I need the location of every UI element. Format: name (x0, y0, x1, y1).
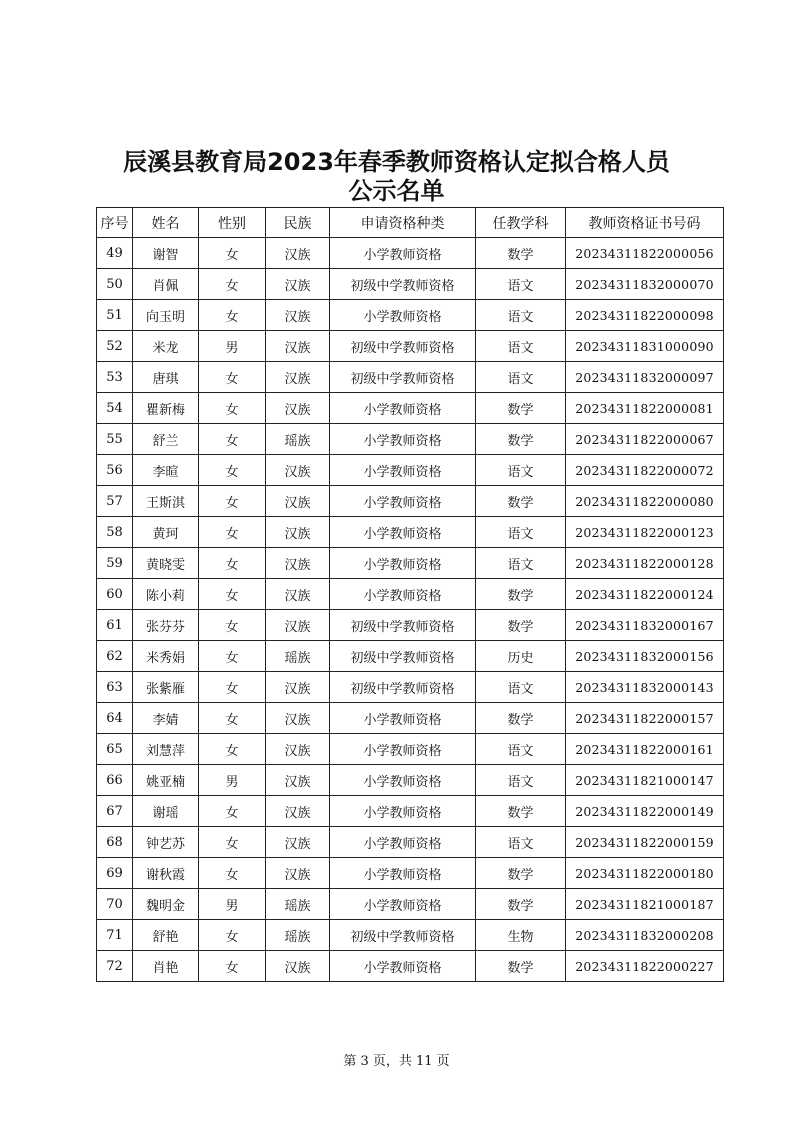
cell-subject: 语文 (476, 548, 566, 579)
cell-seq: 50 (97, 269, 133, 300)
cell-gender: 女 (199, 486, 266, 517)
table-row (97, 331, 724, 362)
cell-subject: 语文 (476, 331, 566, 362)
cell-qualification: 小学教师资格 (330, 579, 476, 610)
cell-certificate: 20234311832000070 (566, 269, 724, 300)
cell-qualification: 小学教师资格 (330, 858, 476, 889)
roster-table (96, 207, 724, 982)
cell-gender: 女 (199, 858, 266, 889)
table-row (97, 579, 724, 610)
cell-gender: 女 (199, 300, 266, 331)
cell-gender: 女 (199, 238, 266, 269)
cell-subject: 语文 (476, 765, 566, 796)
cell-seq: 61 (97, 610, 133, 641)
cell-qualification: 小学教师资格 (330, 486, 476, 517)
cell-ethnicity: 汉族 (266, 548, 330, 579)
cell-gender: 女 (199, 672, 266, 703)
cell-name: 米龙 (133, 331, 199, 362)
cell-subject: 语文 (476, 517, 566, 548)
cell-ethnicity: 汉族 (266, 703, 330, 734)
table-row (97, 238, 724, 269)
cell-seq: 67 (97, 796, 133, 827)
cell-certificate: 20234311822000098 (566, 300, 724, 331)
cell-qualification: 小学教师资格 (330, 889, 476, 920)
cell-subject: 数学 (476, 610, 566, 641)
column-header-subject: 任教学科 (476, 208, 566, 238)
cell-ethnicity: 汉族 (266, 765, 330, 796)
cell-subject: 生物 (476, 920, 566, 951)
document-subtitle: 公示名单 (348, 177, 445, 205)
cell-qualification: 初级中学教师资格 (330, 641, 476, 672)
cell-certificate: 20234311822000149 (566, 796, 724, 827)
cell-subject: 语文 (476, 300, 566, 331)
table-row (97, 424, 724, 455)
table-row (97, 672, 724, 703)
cell-name: 王斯淇 (133, 486, 199, 517)
cell-qualification: 小学教师资格 (330, 517, 476, 548)
cell-gender: 女 (199, 517, 266, 548)
cell-name: 瞿新梅 (133, 393, 199, 424)
cell-name: 谢瑶 (133, 796, 199, 827)
cell-qualification: 小学教师资格 (330, 548, 476, 579)
table-row (97, 951, 724, 982)
cell-ethnicity: 汉族 (266, 517, 330, 548)
cell-seq: 59 (97, 548, 133, 579)
table-row (97, 300, 724, 331)
cell-certificate: 20234311822000072 (566, 455, 724, 486)
cell-ethnicity: 汉族 (266, 858, 330, 889)
cell-gender: 女 (199, 920, 266, 951)
cell-qualification: 初级中学教师资格 (330, 331, 476, 362)
cell-certificate: 20234311821000187 (566, 889, 724, 920)
cell-seq: 68 (97, 827, 133, 858)
cell-certificate: 20234311822000227 (566, 951, 724, 982)
cell-gender: 女 (199, 951, 266, 982)
cell-name: 唐琪 (133, 362, 199, 393)
cell-qualification: 小学教师资格 (330, 455, 476, 486)
table-row (97, 517, 724, 548)
table-row (97, 703, 724, 734)
cell-name: 钟艺苏 (133, 827, 199, 858)
cell-name: 张紫雁 (133, 672, 199, 703)
cell-qualification: 初级中学教师资格 (330, 920, 476, 951)
cell-qualification: 小学教师资格 (330, 393, 476, 424)
cell-name: 张芬芬 (133, 610, 199, 641)
cell-subject: 数学 (476, 238, 566, 269)
cell-subject: 数学 (476, 393, 566, 424)
cell-subject: 语文 (476, 269, 566, 300)
cell-seq: 63 (97, 672, 133, 703)
cell-seq: 66 (97, 765, 133, 796)
cell-qualification: 初级中学教师资格 (330, 362, 476, 393)
cell-name: 谢智 (133, 238, 199, 269)
cell-qualification: 小学教师资格 (330, 796, 476, 827)
cell-name: 米秀娟 (133, 641, 199, 672)
cell-ethnicity: 汉族 (266, 796, 330, 827)
cell-certificate: 20234311832000167 (566, 610, 724, 641)
cell-gender: 女 (199, 269, 266, 300)
cell-ethnicity: 汉族 (266, 827, 330, 858)
cell-seq: 55 (97, 424, 133, 455)
cell-name: 李婧 (133, 703, 199, 734)
cell-subject: 语文 (476, 362, 566, 393)
cell-qualification: 初级中学教师资格 (330, 610, 476, 641)
column-header-gender: 性别 (199, 208, 266, 238)
table-row (97, 796, 724, 827)
cell-subject: 数学 (476, 889, 566, 920)
cell-subject: 数学 (476, 486, 566, 517)
cell-name: 黄珂 (133, 517, 199, 548)
table-row (97, 858, 724, 889)
column-header-ethnicity: 民族 (266, 208, 330, 238)
cell-subject: 数学 (476, 951, 566, 982)
cell-name: 陈小莉 (133, 579, 199, 610)
cell-seq: 64 (97, 703, 133, 734)
cell-ethnicity: 汉族 (266, 455, 330, 486)
cell-ethnicity: 汉族 (266, 300, 330, 331)
cell-qualification: 初级中学教师资格 (330, 269, 476, 300)
table-row (97, 486, 724, 517)
cell-ethnicity: 瑶族 (266, 641, 330, 672)
cell-subject: 数学 (476, 858, 566, 889)
cell-seq: 69 (97, 858, 133, 889)
cell-name: 魏明金 (133, 889, 199, 920)
table-header-row (97, 208, 724, 238)
cell-qualification: 小学教师资格 (330, 734, 476, 765)
cell-seq: 56 (97, 455, 133, 486)
cell-gender: 女 (199, 548, 266, 579)
cell-subject: 语文 (476, 827, 566, 858)
document-title: 辰溪县教育局2023年春季教师资格认定拟合格人员 (123, 148, 670, 176)
cell-gender: 女 (199, 362, 266, 393)
cell-seq: 65 (97, 734, 133, 765)
cell-ethnicity: 瑶族 (266, 424, 330, 455)
table-row (97, 610, 724, 641)
cell-certificate: 20234311832000156 (566, 641, 724, 672)
cell-certificate: 20234311821000147 (566, 765, 724, 796)
table-row (97, 362, 724, 393)
cell-gender: 女 (199, 424, 266, 455)
cell-gender: 女 (199, 455, 266, 486)
cell-qualification: 小学教师资格 (330, 424, 476, 455)
cell-certificate: 20234311822000123 (566, 517, 724, 548)
cell-qualification: 初级中学教师资格 (330, 672, 476, 703)
cell-seq: 71 (97, 920, 133, 951)
cell-qualification: 小学教师资格 (330, 703, 476, 734)
cell-qualification: 小学教师资格 (330, 827, 476, 858)
cell-ethnicity: 汉族 (266, 610, 330, 641)
cell-gender: 男 (199, 331, 266, 362)
cell-name: 肖艳 (133, 951, 199, 982)
cell-seq: 58 (97, 517, 133, 548)
cell-ethnicity: 汉族 (266, 486, 330, 517)
cell-gender: 男 (199, 889, 266, 920)
cell-ethnicity: 汉族 (266, 269, 330, 300)
table-row (97, 455, 724, 486)
cell-seq: 60 (97, 579, 133, 610)
cell-certificate: 20234311832000097 (566, 362, 724, 393)
cell-name: 刘慧萍 (133, 734, 199, 765)
cell-gender: 女 (199, 703, 266, 734)
cell-name: 姚亚楠 (133, 765, 199, 796)
cell-certificate: 20234311822000159 (566, 827, 724, 858)
cell-certificate: 20234311822000161 (566, 734, 724, 765)
column-header-name: 姓名 (133, 208, 199, 238)
cell-ethnicity: 瑶族 (266, 920, 330, 951)
column-header-seq: 序号 (97, 208, 133, 238)
cell-subject: 数学 (476, 703, 566, 734)
table-row (97, 269, 724, 300)
cell-subject: 历史 (476, 641, 566, 672)
page-number: 第 3 页，共 11 页 (343, 1054, 450, 1069)
cell-gender: 男 (199, 765, 266, 796)
column-header-qualification: 申请资格种类 (330, 208, 476, 238)
cell-certificate: 20234311822000081 (566, 393, 724, 424)
cell-subject: 数学 (476, 424, 566, 455)
cell-ethnicity: 汉族 (266, 951, 330, 982)
cell-subject: 语文 (476, 734, 566, 765)
cell-seq: 70 (97, 889, 133, 920)
cell-seq: 62 (97, 641, 133, 672)
cell-subject: 语文 (476, 455, 566, 486)
cell-name: 舒兰 (133, 424, 199, 455)
cell-gender: 女 (199, 579, 266, 610)
cell-gender: 女 (199, 393, 266, 424)
cell-seq: 72 (97, 951, 133, 982)
cell-certificate: 20234311832000143 (566, 672, 724, 703)
column-header-certificate: 教师资格证书号码 (566, 208, 724, 238)
cell-seq: 51 (97, 300, 133, 331)
cell-seq: 54 (97, 393, 133, 424)
cell-gender: 女 (199, 641, 266, 672)
cell-certificate: 20234311822000180 (566, 858, 724, 889)
cell-certificate: 20234311822000080 (566, 486, 724, 517)
cell-ethnicity: 汉族 (266, 238, 330, 269)
cell-certificate: 20234311831000090 (566, 331, 724, 362)
table-row (97, 734, 724, 765)
cell-seq: 52 (97, 331, 133, 362)
cell-ethnicity: 汉族 (266, 331, 330, 362)
cell-ethnicity: 汉族 (266, 579, 330, 610)
table-row (97, 889, 724, 920)
table-row (97, 393, 724, 424)
cell-seq: 49 (97, 238, 133, 269)
cell-certificate: 20234311822000067 (566, 424, 724, 455)
cell-gender: 女 (199, 827, 266, 858)
cell-name: 黄晓雯 (133, 548, 199, 579)
cell-certificate: 20234311832000208 (566, 920, 724, 951)
table-row (97, 920, 724, 951)
cell-ethnicity: 汉族 (266, 393, 330, 424)
table-row (97, 548, 724, 579)
cell-seq: 57 (97, 486, 133, 517)
cell-ethnicity: 汉族 (266, 734, 330, 765)
cell-name: 舒艳 (133, 920, 199, 951)
cell-gender: 女 (199, 734, 266, 765)
cell-gender: 女 (199, 796, 266, 827)
cell-qualification: 小学教师资格 (330, 951, 476, 982)
cell-certificate: 20234311822000128 (566, 548, 724, 579)
cell-ethnicity: 汉族 (266, 672, 330, 703)
table-row (97, 641, 724, 672)
cell-name: 谢秋霞 (133, 858, 199, 889)
cell-certificate: 20234311822000124 (566, 579, 724, 610)
page-footer (0, 1050, 793, 1069)
cell-seq: 53 (97, 362, 133, 393)
table-body (97, 238, 724, 982)
cell-qualification: 小学教师资格 (330, 300, 476, 331)
cell-gender: 女 (199, 610, 266, 641)
cell-certificate: 20234311822000157 (566, 703, 724, 734)
cell-subject: 数学 (476, 796, 566, 827)
cell-subject: 语文 (476, 672, 566, 703)
cell-certificate: 20234311822000056 (566, 238, 724, 269)
table-row (97, 765, 724, 796)
cell-name: 李暄 (133, 455, 199, 486)
cell-ethnicity: 瑶族 (266, 889, 330, 920)
cell-subject: 数学 (476, 579, 566, 610)
cell-ethnicity: 汉族 (266, 362, 330, 393)
cell-qualification: 小学教师资格 (330, 238, 476, 269)
cell-name: 向玉明 (133, 300, 199, 331)
table-row (97, 827, 724, 858)
cell-qualification: 小学教师资格 (330, 765, 476, 796)
cell-name: 肖佩 (133, 269, 199, 300)
